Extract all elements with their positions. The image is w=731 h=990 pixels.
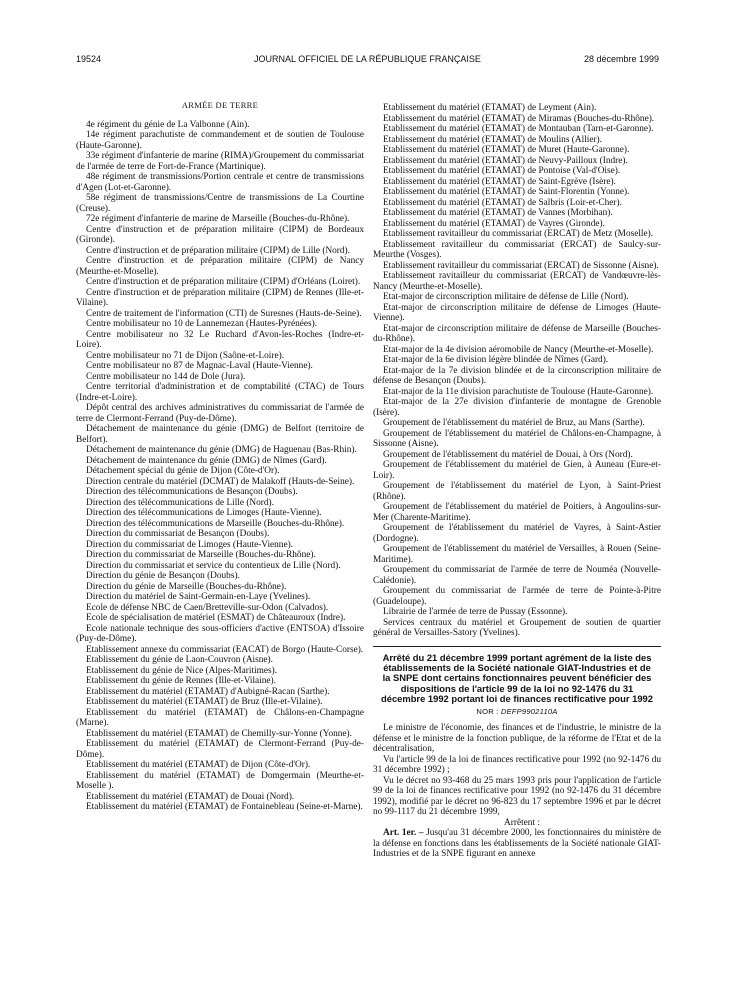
list-item: Direction du commissariat et service du contentieux de Lille (Nord). xyxy=(86,560,341,571)
section-divider xyxy=(373,646,661,647)
list-item: Etablissement du génie de Laon-Couvron (Aisne). xyxy=(86,655,273,665)
list-item: Etat-major de la 27e division d'infanterie de montagne de Grenoble (Isère). xyxy=(373,397,661,418)
list-item: Etablissement annexe du commissariat (EACAT) de Borgo (Haute-Corse). xyxy=(86,644,364,655)
list-item: Groupement de l'établissement du matériel de Vayres, à Saint-Astier (Dordogne). xyxy=(373,523,661,544)
list-item: Centre mobilisateur no 32 Le Ruchard d'Avon-les-Roches (Indre-et-Loire). xyxy=(76,329,364,350)
list-item: Etablissement du matériel (ETAMAT) de Miramas (Bouches-du-Rhône). xyxy=(383,113,655,124)
list-item: Etablissement du matériel (ETAMAT) de Dijon (Côte-d'Or). xyxy=(86,760,311,770)
list-item: Centre mobilisateur no 10 de Lannemezan (Hautes-Pyrénées). xyxy=(86,319,318,329)
section-title: ARMÉE DE TERRE xyxy=(181,100,259,110)
list-item: Etat-major de circonscription militaire de défense de Marseille (Bouches-du-Rhône). xyxy=(373,323,661,344)
article-1-text: Jusqu'au 31 décembre 2000, les fonctionnaires du ministère de la défense en fonctions dans les établissements de la Société nationale GIAT-Industries et de la SNPE figurant en annexe xyxy=(373,828,662,860)
nor-code: DEFP9902110A xyxy=(500,706,558,716)
list-item: Etablissement du matériel (ETAMAT) de Pontoise (Val-d'Oise). xyxy=(383,166,621,176)
list-item: Centre d'instruction et de préparation militaire (CIPM) de Nancy (Meurthe-et-Moselle). xyxy=(76,256,364,277)
list-item: Etat-major de circonscription militaire de défense de Limoges (Haute-Vienne). xyxy=(373,302,661,323)
list-item: 14e régiment parachutiste de commandement et de soutien de Toulouse (Haute-Garonne). xyxy=(76,130,364,151)
list-item: Direction des télécommunications de Besançon (Doubs). xyxy=(86,487,298,497)
body-paragraph: Vu le décret no 93-468 du 25 mars 1993 pris pour l'application de l'article 99 de la loi de finances rectificative pour 1992 (no 92-1476 du 31 décembre 1992), modifié par le décret no 96-823 du 17 septembre 1996 et par le décret no 99-1117 du 21 décembre 1999, xyxy=(373,775,661,818)
list-item: Direction des télécommunications de Limoges (Haute-Vienne). xyxy=(86,508,322,518)
list-item: Centre d'instruction et de préparation militaire (CIPM) d'Orléans (Loiret). xyxy=(86,277,361,287)
list-item: 58e régiment de transmissions/Centre de transmissions de La Courtine (Creuse). xyxy=(76,193,364,214)
list-item: Ecole de spécialisation de matériel (ESMAT) de Châteauroux (Indre). xyxy=(86,613,346,623)
list-item: Centre d'instruction et de préparation militaire (CIPM) de Bordeaux (Gironde). xyxy=(76,224,364,245)
list-item: Etablissement du matériel (ETAMAT) de Domgermain (Meurthe-et-Moselle ). xyxy=(76,770,364,791)
list-item: Etablissement du matériel (ETAMAT) de Salbris (Loir-et-Cher). xyxy=(383,197,622,208)
journal-title: JOURNAL OFFICIEL DE LA RÉPUBLIQUE FRANÇAISE xyxy=(254,54,481,64)
list-item: Etat-major de circonscription militaire de défense de Lille (Nord). xyxy=(383,292,629,302)
list-item: Direction du génie de Marseille (Bouches-du-Rhône). xyxy=(86,581,287,592)
left-item-list xyxy=(76,120,364,813)
list-item: Groupement de l'établissement du matériel de Poitiers, à Angoulins-sur-Mer (Charente-Maritime). xyxy=(373,502,661,523)
list-item: Centre mobilisateur no 144 de Dole (Jura). xyxy=(86,371,246,382)
list-item: Etablissement du matériel (ETAMAT) de Clermont-Ferrand (Puy-de-Dôme). xyxy=(76,739,364,760)
list-item: Etablissement du matériel (ETAMAT) de Châlons-en-Champagne (Marne). xyxy=(76,707,364,728)
body-paragraph: Vu l'article 99 de la loi de finances rectificative pour 1992 (no 92-1476 du 31 décembre 1992) ; xyxy=(373,754,661,776)
list-item: Centre mobilisateur no 87 de Magnac-Laval (Haute-Vienne). xyxy=(86,361,313,371)
list-item: Etablissement du matériel (ETAMAT) de Saint-Egrève (Isère). xyxy=(383,176,616,187)
list-item: Groupement de l'établissement du matériel de Versailles, à Rouen (Seine-Maritime). xyxy=(373,544,661,565)
list-item: Etablissement du matériel (ETAMAT) de Vannes (Morbihan). xyxy=(383,208,613,218)
list-item: Centre de traitement de l'information (CTI) de Suresnes (Hauts-de-Seine). xyxy=(86,308,362,319)
list-item: Etablissement du matériel (ETAMAT) de Neuvy-Pailloux (Indre). xyxy=(383,155,628,166)
list-item: Etat-major de la 11e division parachutiste de Toulouse (Haute-Garonne). xyxy=(383,386,654,397)
list-item: Etablissement du matériel (ETAMAT) de Saint-Florentin (Yonne). xyxy=(383,187,630,197)
list-item: Direction des télécommunications de Lille (Nord). xyxy=(86,497,274,508)
list-item: Direction du matériel de Saint-Germain-en-Laye (Yvelines). xyxy=(86,592,311,602)
right-item-list xyxy=(373,103,661,639)
list-item: Etablissement du génie de Rennes (Ille-et-Vilaine). xyxy=(86,676,276,686)
list-item: Dépôt central des archives administratives du commissariat de l'armée de terre de Clermont-Ferrand (Puy-de-Dôme). xyxy=(76,403,364,424)
list-item: Direction des télécommunications de Marseille (Bouches-du-Rhône). xyxy=(86,518,345,529)
issue-date: 28 décembre 1999 xyxy=(583,54,659,64)
list-item: Etablissement ravitailleur du commissariat (ERCAT) de Saulcy-sur-Meurthe (Vosges). xyxy=(373,239,661,260)
list-item: Etablissement du génie de Nice (Alpes-Maritimes). xyxy=(86,665,278,676)
list-item: Centre territorial d'administration et de comptabilité (CTAC) de Tours (Indre-et-Loire). xyxy=(76,382,364,403)
body-paragraph: Le ministre de l'économie, des finances et de l'industrie, le ministre de la défense et le ministre de la fonction publique, de la réforme de l'Etat et de la décentralisation, xyxy=(373,723,661,755)
list-item: Groupement du commissariat de l'armée de terre de Nouméa (Nouvelle-Calédonie). xyxy=(373,565,661,586)
list-item: Etablissement du matériel (ETAMAT) d'Aubigné-Racan (Sarthe). xyxy=(86,686,330,697)
list-item: Groupement de l'établissement du matériel de Bruz, au Mans (Sarthe). xyxy=(383,418,645,428)
page-header xyxy=(76,54,659,68)
list-item: Direction centrale du matériel (DCMAT) de Malakoff (Hauts-de-Seine). xyxy=(86,476,355,487)
list-item: Services centraux du matériel et Groupement de soutien de quartier général de Versailles-Satory (Yvelines). xyxy=(373,617,661,638)
left-column xyxy=(76,100,364,813)
arrete-title: Arrêté du 21 décembre 1999 portant agrément de la liste des établissements de la Société nationale GIAT-Industries et de la SNPE dont certains fonctionnaires peuvent bénéficier des dispositions de l'article 99 de la loi no 92-1476 du 31 décembre 1992 portant loi de finances rectificative pour 1992 xyxy=(381,651,653,705)
list-item: Centre d'instruction et de préparation militaire (CIPM) de Rennes (Ille-et-Vilaine). xyxy=(76,287,364,308)
list-item: Groupement de l'établissement du matériel de Lyon, à Saint-Priest (Rhône). xyxy=(373,481,661,502)
list-item: 4e régiment du génie de La Valbonne (Ain). xyxy=(86,119,250,130)
list-item: Etat-major de la 6e division légère blindée de Nîmes (Gard). xyxy=(383,355,609,365)
right-column xyxy=(373,103,661,860)
list-item: Groupement de l'établissement du matériel de Gien, à Auneau (Eure-et-Loir). xyxy=(373,460,661,481)
list-item: Etablissement du matériel (ETAMAT) de Montauban (Tarn-et-Garonne). xyxy=(383,124,654,134)
list-item: Etablissement du matériel (ETAMAT) de Fontainebleau (Seine-et-Marne). xyxy=(86,802,363,812)
list-item: Centre d'instruction et de préparation militaire (CIPM) de Lille (Nord). xyxy=(86,245,350,256)
list-item: Etablissement du matériel (ETAMAT) de Vayres (Gironde). xyxy=(383,218,605,229)
list-item: Etablissement du matériel (ETAMAT) de Moulins (Allier). xyxy=(383,134,602,145)
list-item: 72e régiment d'infanterie de marine de Marseille (Bouches-du-Rhône). xyxy=(86,214,350,224)
list-item: Détachement de maintenance du génie (DMG) de Belfort (territoire de Belfort). xyxy=(76,424,364,445)
list-item: Direction du commissariat de Marseille (Bouches-du-Rhône). xyxy=(86,550,316,560)
list-item: Direction du commissariat de Limoges (Haute-Vienne). xyxy=(86,539,294,550)
list-item: Centre mobilisateur no 71 de Dijon (Saône-et-Loire). xyxy=(86,350,285,361)
list-item: Etat-major de la 7e division blindée et de la circonscription militaire de défense de Besançon (Doubs). xyxy=(373,365,661,386)
list-item: Etablissement du matériel (ETAMAT) de Chemilly-sur-Yonne (Yonne). xyxy=(86,728,352,739)
list-item: Groupement du commissariat de l'armée de terre de Pointe-à-Pitre (Guadeloupe). xyxy=(373,586,661,607)
arretent-label: Arrêtent : xyxy=(504,817,540,828)
list-item: 48e régiment de transmissions/Portion centrale et centre de transmissions d'Agen (Lot-et-Garonne). xyxy=(76,172,364,193)
list-item: Détachement de maintenance du génie (DMG) de Nîmes (Gard). xyxy=(86,455,327,466)
page-number: 19524 xyxy=(76,54,102,64)
list-item: Détachement de maintenance du génie (DMG) de Haguenau (Bas-Rhin). xyxy=(86,445,357,455)
list-item: Direction du génie de Besançon (Doubs). xyxy=(86,571,240,581)
nor-label: NOR : xyxy=(476,706,499,716)
list-item: Etat-major de la 4e division aéromobile de Nancy (Meurthe-et-Moselle). xyxy=(383,344,654,355)
list-item: Groupement de l'établissement du matériel de Châlons-en-Champagne, à Sissonne (Aisne). xyxy=(373,428,661,449)
arrete-body xyxy=(373,723,661,818)
list-item: Etablissement du matériel (ETAMAT) de Bruz (Ille-et-Vilaine). xyxy=(86,697,323,707)
list-item: Etablissement du matériel (ETAMAT) de Muret (Haute-Garonne). xyxy=(383,145,630,155)
list-item: Etablissement ravitailleur du commissariat (ERCAT) de Sissonne (Aisne). xyxy=(383,260,659,271)
list-item: Etablissement ravitailleur du commissariat (ERCAT) de Vandœuvre-lès-Nancy (Meurthe-et-Moselle). xyxy=(373,271,661,292)
list-item: Etablissement du matériel (ETAMAT) de Douai (Nord). xyxy=(86,791,295,802)
list-item: 33e régiment d'infanterie de marine (RIMA)/Groupement du commissariat de l'armée de terre de Fort-de-France (Martinique). xyxy=(76,151,364,172)
list-item: Etablissement ravitailleur du commissariat (ERCAT) de Metz (Moselle). xyxy=(383,229,654,239)
list-item: Librairie de l'armée de terre de Pussay (Essonne). xyxy=(383,607,568,617)
article-1 xyxy=(373,828,661,860)
nor-reference xyxy=(373,707,661,718)
list-item: Détachement spécial du génie de Dijon (Côte-d'Or). xyxy=(86,466,280,476)
list-item: Etablissement du matériel (ETAMAT) de Leyment (Ain). xyxy=(383,103,597,113)
article-1-label: Art. 1er. – xyxy=(383,828,424,839)
list-item: Ecole de défense NBC de Caen/Bretteville-sur-Odon (Calvados). xyxy=(86,602,329,613)
list-item: Ecole nationale technique des sous-officiers d'active (ENTSOA) d'Issoire (Puy-de-Dôme). xyxy=(76,623,364,644)
list-item: Direction du commissariat de Besançon (Doubs). xyxy=(86,529,270,539)
list-item: Groupement de l'établissement du matériel de Douai, à Ors (Nord). xyxy=(383,449,633,460)
